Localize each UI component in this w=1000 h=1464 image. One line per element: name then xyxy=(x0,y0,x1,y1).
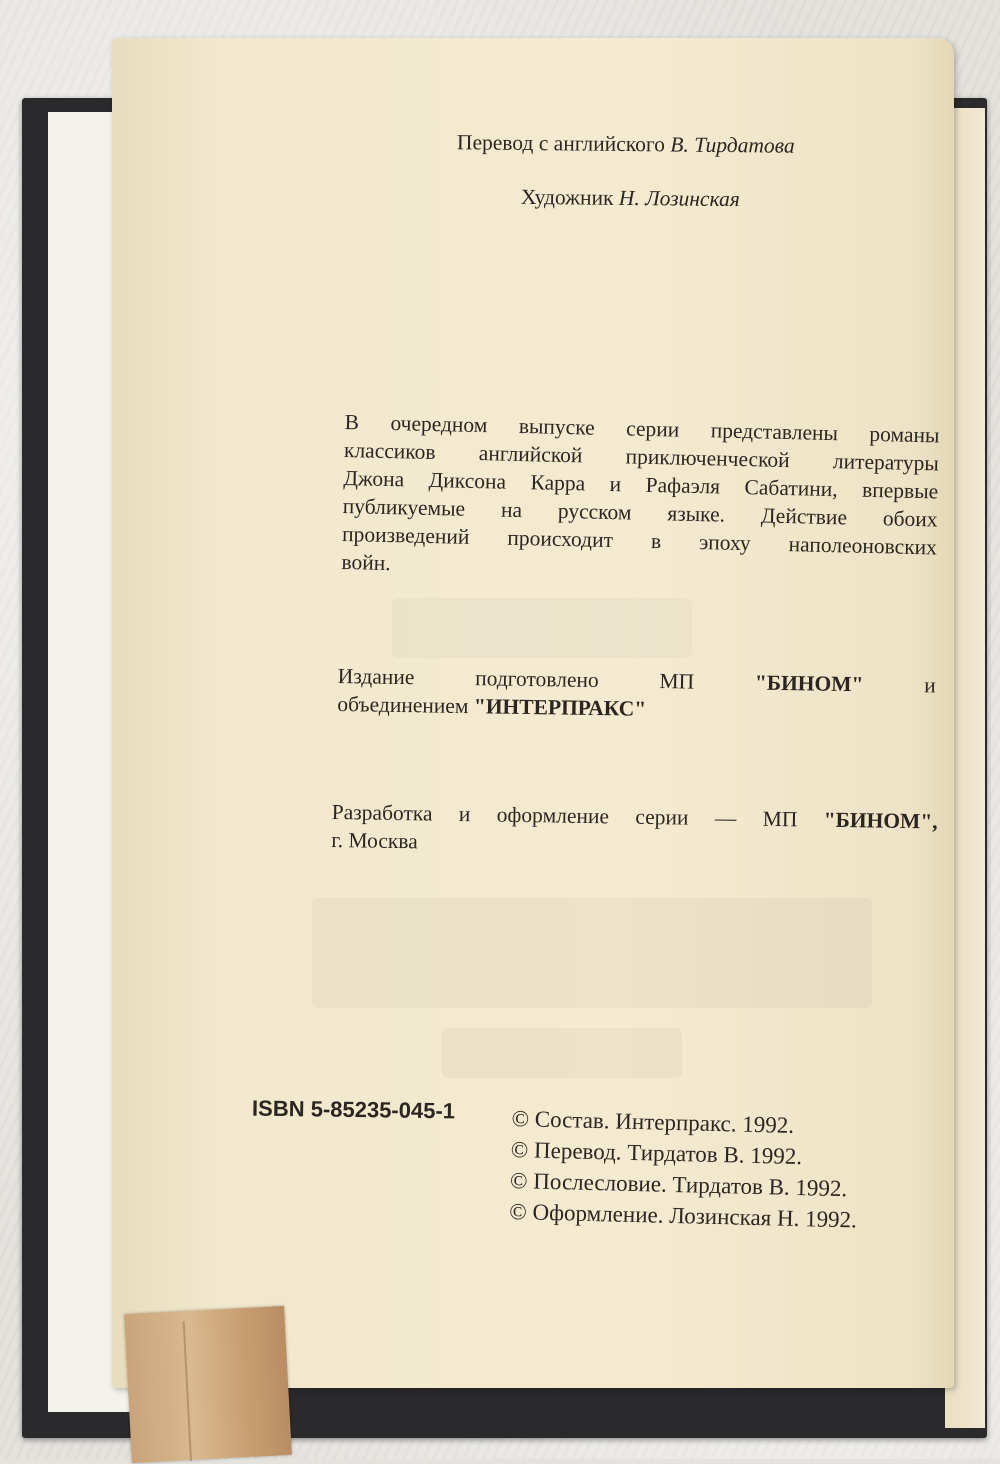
illustrator-prefix: Художник xyxy=(520,184,614,210)
series-design-city: г. Москва xyxy=(331,827,418,854)
illustrator-credit xyxy=(521,183,740,213)
series-design-paragraph xyxy=(331,798,938,864)
show-through-shape xyxy=(442,1028,682,1078)
annotation-paragraph xyxy=(341,408,940,589)
annotation-line: произведений происходит в эпоху наполеоновских xyxy=(341,521,938,560)
annotation-line: публикуемые на русском языке. Действие обоих xyxy=(342,493,938,532)
show-through-shape xyxy=(312,898,872,1008)
copyright-line: © Состав. Интерпракс. 1992. xyxy=(511,1105,795,1138)
annotation-line: классиков английской приключенческой литературы xyxy=(343,437,940,476)
copyright-line: © Оформление. Лозинская Н. 1992. xyxy=(509,1198,858,1233)
translator-name: В. Тирдатова xyxy=(670,132,795,158)
edition-line: объединением "ИНТЕРПРАКС" xyxy=(337,691,647,721)
translation-prefix: Перевод с английского xyxy=(456,130,666,157)
edition-paragraph xyxy=(337,662,936,727)
series-design-line: Разработка и оформление серии — МП "БИНОМ", xyxy=(331,799,938,834)
annotation-last-line: войн. xyxy=(341,549,391,576)
illustrator-name: Н. Лозинская xyxy=(618,185,740,212)
edition-line: Издание подготовлено МП "БИНОМ" и xyxy=(337,663,936,698)
copyright-line: © Перевод. Тирдатов В. 1992. xyxy=(510,1136,803,1170)
copyright-line: © Послесловие. Тирдатов В. 1992. xyxy=(509,1167,848,1202)
annotation-line: В очередном выпуске серии представлены романы xyxy=(344,409,940,448)
annotation-line: Джона Диксона Карра и Рафаэля Сабатини, впервые xyxy=(343,465,939,504)
wooden-bookmark xyxy=(124,1306,292,1463)
isbn: ISBN 5-85235-045-1 xyxy=(251,1095,456,1124)
copyright-block xyxy=(509,1103,860,1235)
show-through-shape xyxy=(392,598,692,658)
translation-credit xyxy=(457,128,795,160)
